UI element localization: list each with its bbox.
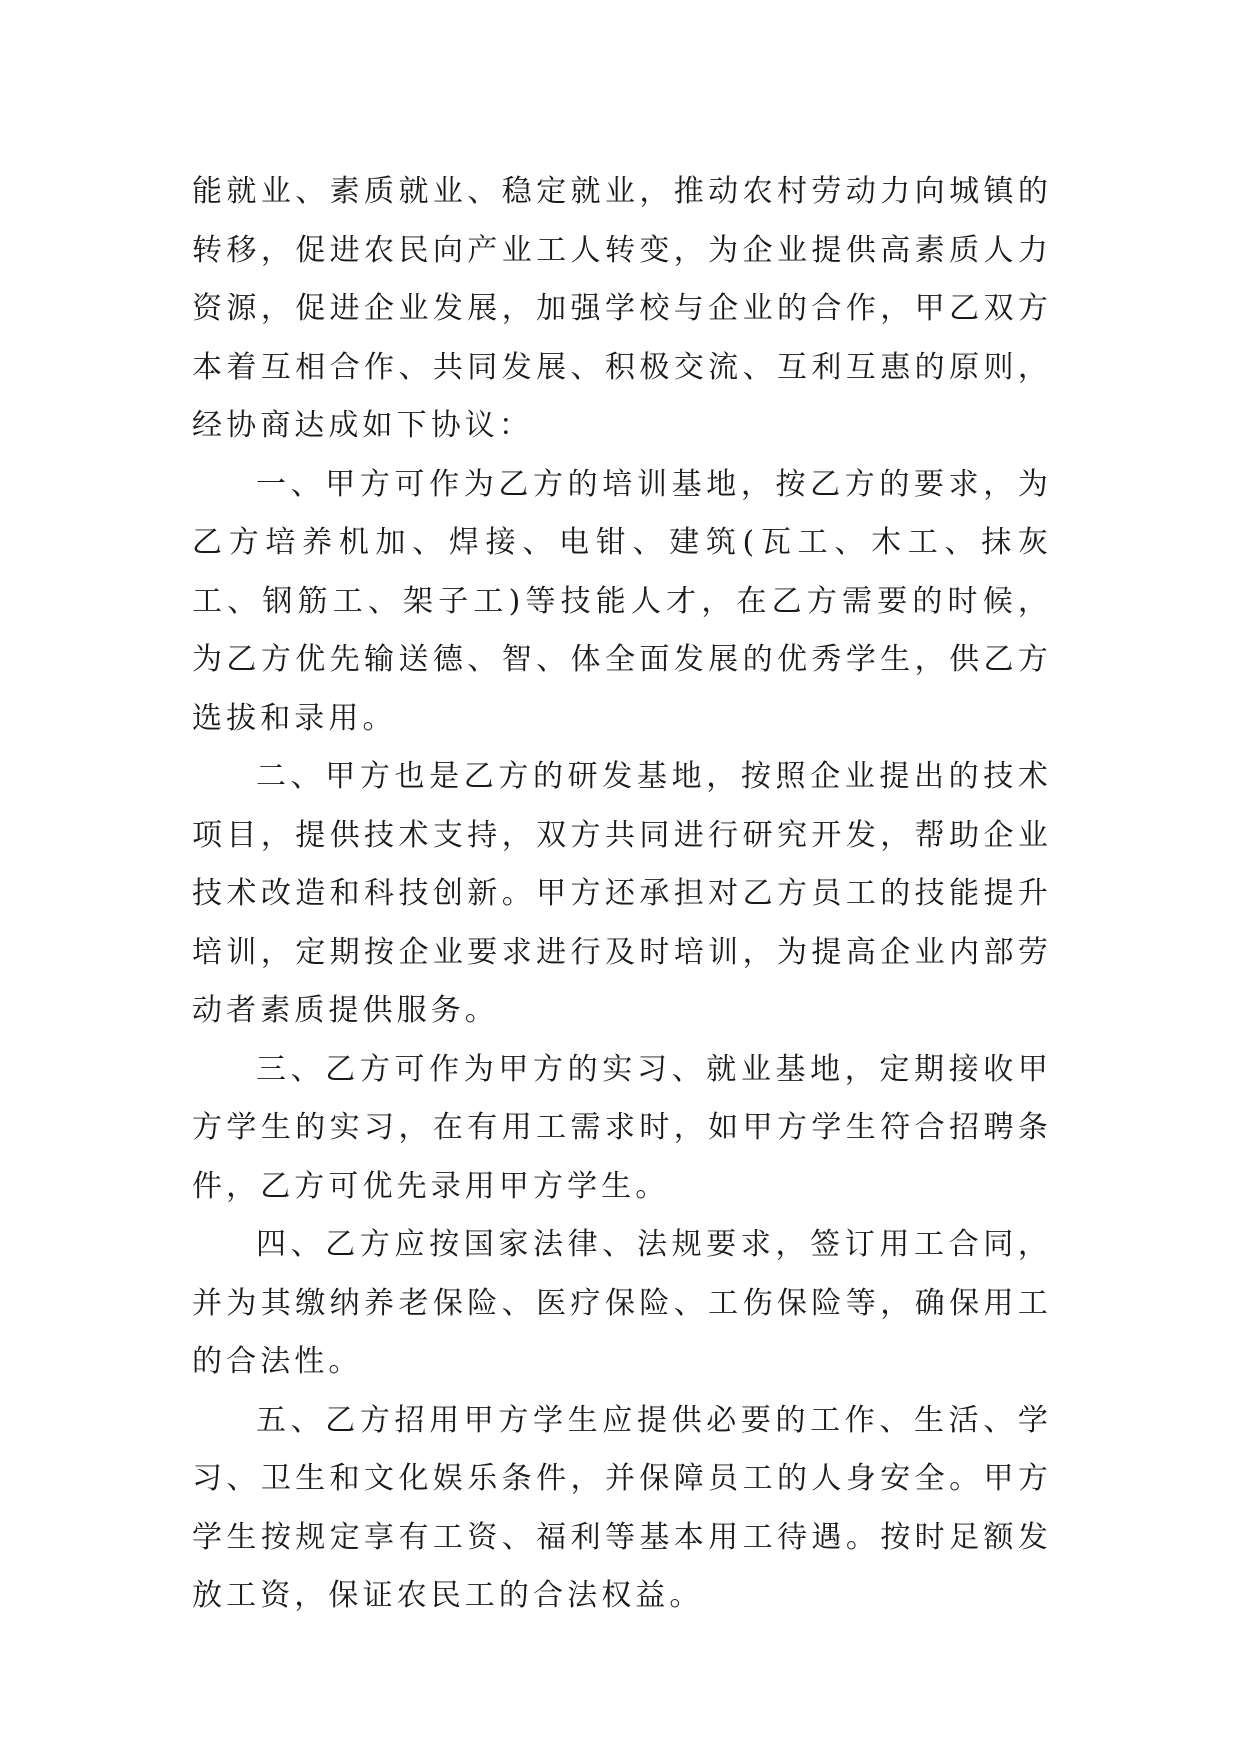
paragraph-clause-5: 五、乙方招用甲方学生应提供必要的工作、生活、学习、卫生和文化娱乐条件，并保障员工的人身安全。甲方学生按规定享有工资、福利等基本用工待遇。按时足额发放工资，保证农民工的合法权益。: [192, 1402, 1052, 1613]
paragraph-continuation: 能就业、素质就业、稳定就业，推动农村劳动力向城镇的转移，促进农民向产业工人转变，为企业提供高素质人力资源，促进企业发展，加强学校与企业的合作，甲乙双方本着互相合作、共同发展、积极交流、互利互惠的原则，经协商达成如下协议：: [192, 174, 1052, 443]
document-body: [192, 163, 1052, 1626]
paragraph-clause-1: 一、甲方可作为乙方的培训基地，按乙方的要求，为乙方培养机加、焊接、电钳、建筑(瓦工、木工、抹灰工、钢筋工、架子工)等技能人才，在乙方需要的时候，为乙方优先输送德、智、体全面发展的优秀学生，供乙方选拔和录用。: [192, 466, 1052, 736]
paragraph-clause-4: 四、乙方应按国家法律、法规要求，签订用工合同，并为其缴纳养老保险、医疗保险、工伤保险等，确保用工的合法性。: [192, 1227, 1052, 1379]
paragraph-clause-3: 三、乙方可作为甲方的实习、就业基地，定期接收甲方学生的实习，在有用工需求时，如甲方学生符合招聘条件，乙方可优先录用甲方学生。: [192, 1051, 1052, 1204]
paragraph-clause-2: 二、甲方也是乙方的研发基地，按照企业提出的技术项目，提供技术支持，双方共同进行研究开发，帮助企业技术改造和科技创新。甲方还承担对乙方员工的技能提升培训，定期按企业要求进行及时培训，为提高企业内部劳动者素质提供服务。: [192, 759, 1052, 1028]
